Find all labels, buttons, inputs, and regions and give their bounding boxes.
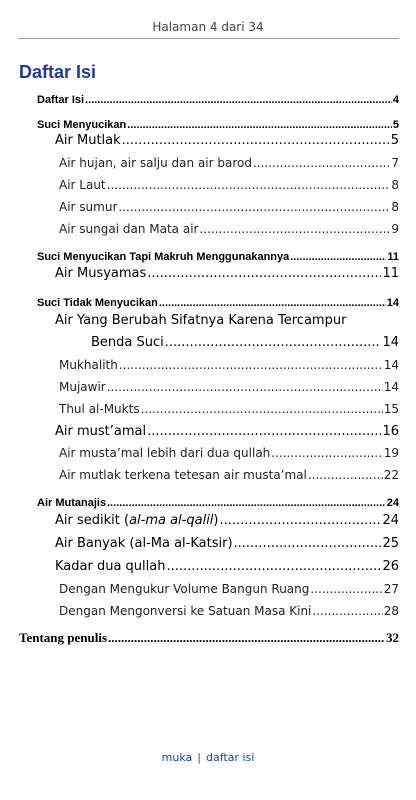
toc-entry-page: 26	[382, 559, 399, 574]
toc-entry-label-prefix: Air sedikit (	[55, 513, 130, 528]
toc-entry-tentang-penulis[interactable]	[19, 630, 399, 646]
toc-entry-label: Daftar Isi	[37, 94, 85, 106]
toc-entry-label: Kadar dua qullah	[55, 559, 166, 574]
toc-entry-page: 24	[382, 513, 399, 528]
toc-entry-page: 9	[391, 222, 399, 236]
toc-entry-air-banyak[interactable]	[55, 536, 399, 551]
toc-leader-dots	[108, 630, 385, 646]
toc-entry-page: 24	[386, 497, 399, 509]
toc-entry-label-italic: al-ma al-qalil	[129, 513, 214, 528]
toc-leader-dots	[166, 559, 381, 574]
toc-entry-label: Suci Tidak Menyucikan	[37, 297, 158, 309]
toc-leader-dots	[308, 468, 383, 482]
toc-leader-dots	[159, 297, 386, 309]
toc-entry-page: 5	[392, 119, 399, 131]
toc-entry-page: 15	[383, 402, 399, 416]
toc-entry-page: 14	[382, 335, 399, 350]
toc-entry-page: 22	[383, 468, 399, 482]
toc-entry-air-sedikit[interactable]	[55, 513, 399, 528]
toc-leader-dots	[199, 222, 390, 236]
toc-title: Daftar Isi	[19, 62, 97, 82]
toc-entry-label: Air sungai dan Mata air	[59, 222, 199, 236]
toc-entry-page: 14	[383, 380, 399, 394]
toc-entry-label: Mujawir	[59, 380, 106, 394]
toc-entry-page: 25	[382, 536, 399, 551]
toc-entry-label: Air mutlak terkena tetesan air musta’mal	[59, 468, 307, 482]
toc-entry-page: 14	[386, 297, 399, 309]
toc-leader-dots	[165, 335, 382, 350]
toc-entry-air-berubah-line1[interactable]: Air Yang Berubah Sifatnya Karena Tercampur	[55, 313, 347, 328]
toc-entry-page: 19	[383, 446, 399, 460]
toc-entry-daftar-isi[interactable]	[37, 94, 399, 106]
toc-entry-label: Suci Menyucikan Tapi Makruh Menggunakannya	[37, 251, 290, 263]
toc-entry-page: 8	[391, 178, 399, 192]
home-link[interactable]: muka	[161, 751, 193, 764]
toc-entry-label: Air sumur	[59, 200, 118, 214]
toc-leader-dots	[234, 536, 382, 551]
toc-entry-label: Suci Menyucikan	[37, 119, 127, 131]
toc-entry-air-mustamal[interactable]	[55, 424, 399, 439]
toc-leader-dots	[107, 497, 386, 509]
toc-leader-dots	[147, 266, 381, 281]
toc-entry-air-hujan[interactable]	[59, 156, 399, 170]
toc-entry-mujawir[interactable]	[59, 380, 399, 394]
toc-leader-dots	[122, 133, 390, 148]
toc-entry-mukhalith[interactable]	[59, 358, 399, 372]
toc-link[interactable]: daftar isi	[206, 751, 255, 764]
toc-entry-label: Mukhalith	[59, 358, 118, 372]
toc-entry-mengonversi-satuan[interactable]	[59, 604, 399, 618]
toc-entry-suci-menyucikan[interactable]	[37, 119, 399, 131]
toc-leader-dots	[119, 358, 383, 372]
toc-entry-label: Air musta’mal lebih dari dua qullah	[59, 446, 271, 460]
toc-leader-dots	[310, 582, 382, 596]
toc-entry-air-mutanajis[interactable]	[37, 497, 399, 509]
toc-leader-dots	[147, 424, 381, 439]
toc-entry-page: 11	[382, 266, 399, 281]
footer-nav	[0, 751, 416, 764]
page-number-label: Halaman 4 dari 34	[152, 20, 264, 34]
toc-entry-label: Tentang penulis	[19, 630, 108, 645]
toc-entry-label: Air hujan, air salju dan air barod	[59, 156, 252, 170]
toc-entry-page: 8	[391, 200, 399, 214]
toc-entry-page: 27	[383, 582, 399, 596]
toc-entry-air-mustamal-dua-qullah[interactable]	[59, 446, 399, 460]
toc-leader-dots	[118, 200, 390, 214]
toc-entry-air-berubah[interactable]	[91, 335, 399, 350]
toc-entry-suci-menyucikan-tapi-makruh[interactable]	[37, 251, 399, 263]
toc-entry-air-musyamas[interactable]	[55, 266, 399, 281]
toc-entry-label-suffix: )	[213, 513, 219, 528]
toc-leader-dots	[107, 178, 391, 192]
toc-entry-page: 16	[382, 424, 399, 439]
toc-entry-page: 32	[386, 630, 399, 645]
toc-entry-air-mutlak-tetesan[interactable]	[59, 468, 399, 482]
toc-entry-label: Air must’amal	[55, 424, 147, 439]
toc-leader-dots	[312, 604, 382, 618]
toc-entry-page: 4	[392, 94, 399, 106]
toc-leader-dots	[85, 94, 392, 106]
toc-leader-dots	[127, 119, 392, 131]
toc-entry-label: Air Musyamas	[55, 266, 147, 281]
footer-separator: |	[197, 751, 201, 764]
toc-entry-page: 11	[387, 251, 399, 263]
toc-leader-dots	[253, 156, 390, 170]
toc-entry-label: Dengan Mengukur Volume Bangun Ruang	[59, 582, 310, 596]
toc-entry-label: Air Laut	[59, 178, 106, 192]
toc-entry-label: Air Banyak (al-Ma al-Katsir)	[55, 536, 233, 551]
toc-entry-air-sumur[interactable]	[59, 200, 399, 214]
toc-entry-label: Dengan Mengonversi ke Satuan Masa Kini	[59, 604, 312, 618]
toc-entry-thul-al-mukts[interactable]	[59, 402, 399, 416]
toc-entry-kadar-dua-qullah[interactable]	[55, 559, 399, 574]
toc-leader-dots	[220, 513, 382, 528]
toc-entry-air-laut[interactable]	[59, 178, 399, 192]
toc-entry-air-sungai[interactable]	[59, 222, 399, 236]
toc-entry-label: Air Mutlak	[55, 133, 121, 148]
toc-entry-page: 14	[383, 358, 399, 372]
toc-leader-dots	[141, 402, 383, 416]
toc-entry-mengukur-volume[interactable]	[59, 582, 399, 596]
toc-entry-page: 28	[383, 604, 399, 618]
toc-entry-label: Thul al-Mukts	[59, 402, 140, 416]
toc-leader-dots	[271, 446, 382, 460]
toc-entry-page: 7	[391, 156, 399, 170]
toc-entry-label	[55, 513, 220, 528]
toc-leader-dots	[107, 380, 383, 394]
toc-entry-label: Benda Suci	[91, 335, 164, 350]
toc-entry-suci-tidak-menyucikan[interactable]	[37, 297, 399, 309]
toc-entry-page: 5	[390, 133, 399, 148]
toc-entry-label: Air Mutanajis	[37, 497, 107, 509]
toc-entry-air-mutlak[interactable]	[55, 133, 399, 148]
toc-leader-dots	[290, 251, 386, 263]
